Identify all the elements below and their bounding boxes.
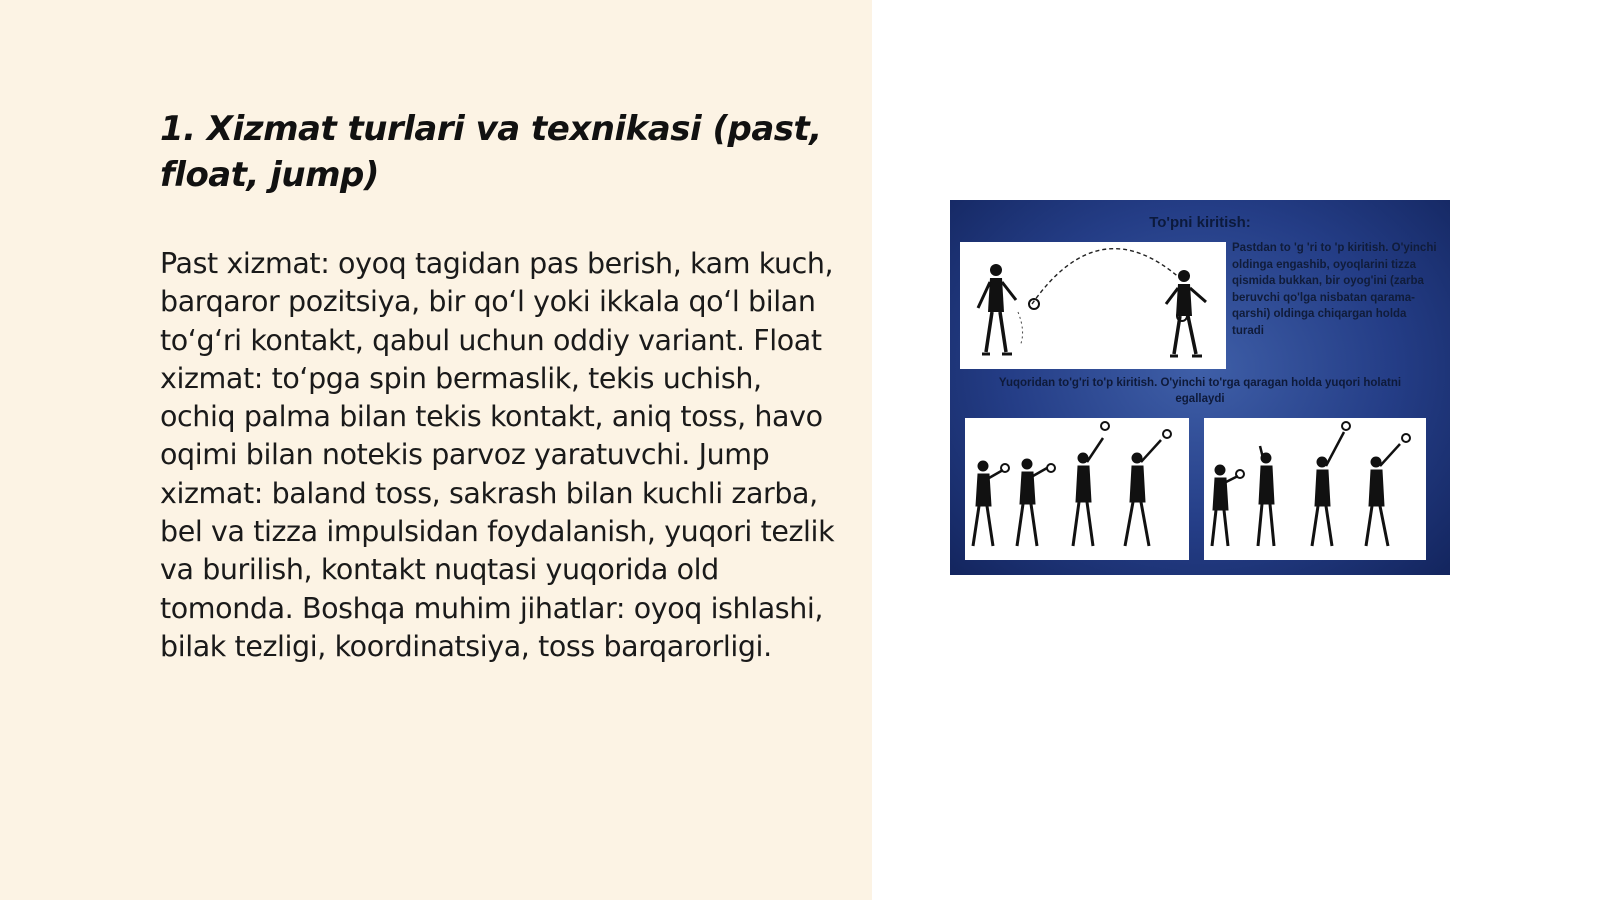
underhand-serve-description: Pastdan to 'g 'ri to 'p kiritish. O'yinchi oldinga engashib, oyoqlarini tizza qismida bukkan, bir oyog'ini (zarba beruvchi qo'lga nisbatan qarama-qarshi) oldinga chiqargan holda turadi (1232, 242, 1437, 337)
overhand-serve-caption: Yuqoridan to'g'ri to'p kiritish. O'yinchi to'rga qaragan holda yuqori holatni egallaydi (998, 377, 1402, 405)
serve-technique-illustration (950, 200, 1450, 575)
overhand-serve-sequence-right (1204, 418, 1426, 560)
slide-body-text: Past xizmat: oyoq tagidan pas berish, kam kuch, barqaror pozitsiya, bir qo‘l yoki ikkala qo‘l bilan to‘g‘ri kontakt, qabul uchun oddiy variant. Float xizmat: to‘pga spin bermaslik, tekis uchish, ochiq palma bilan tekis kontakt, aniq toss, havo oqimi bilan notekis parvoz yaratuvchi. Jump xizmat: baland toss, sakrash bilan kuchli zarba, bel va tizza impulsidan foydalanish, yuqori tezlik va burilish, kontakt nuqtasi yuqorida old tomonda. Boshqa muhim jihatlar: oyoq ishlashi, bilak tezligi, koordinatsiya, toss barqarorligi. (160, 247, 835, 663)
overhand-serve-sequence-left (965, 418, 1189, 560)
figure-title: To'pni kiritish: (1149, 214, 1251, 231)
underhand-serve-drawing (960, 242, 1226, 369)
slide-title: 1. Xizmat turlari va texnikasi (past, float, jump) (160, 109, 822, 195)
